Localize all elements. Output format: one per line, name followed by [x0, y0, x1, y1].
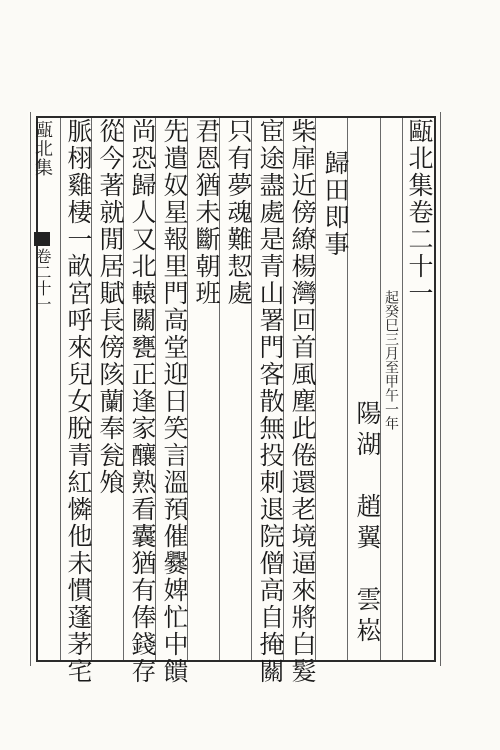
frame-right-line — [434, 116, 436, 662]
text-column: 宦途盡處是青山署門客散無投刺退院僧高自掩關 — [256, 118, 285, 685]
fold-black-mark — [34, 232, 50, 246]
author-column: 陽湖 趙翼 雲崧 — [353, 400, 382, 648]
poem-title-column: 歸田即事 — [321, 150, 350, 258]
text-column: 柴扉近傍繚楊灣回首風塵此倦還老境逼來將白髮 — [288, 118, 317, 685]
text-column: 先遣奴星報里門高堂迎日笑言溫預催爨婢忙中饋 — [160, 118, 189, 685]
frame-right-outer-line — [440, 112, 441, 666]
fold-edge — [30, 112, 58, 666]
volume-title-column: 甌北集卷二十一 — [405, 118, 434, 307]
volume-date-note: 起癸巳三月至甲午一年 — [383, 290, 399, 430]
column-rule — [402, 118, 403, 660]
fold-title: 甌北集 — [32, 120, 53, 177]
text-column: 君恩猶未斷朝班 — [192, 118, 221, 307]
text-column: 從今著就閒居賦長傍陔蘭奉瓮飧 — [96, 118, 125, 496]
column-rule — [60, 118, 61, 660]
fold-volume: 卷二十一 — [33, 248, 52, 312]
text-column: 尚恐歸人又北轅關甕正逢家釀熟看囊猶有俸錢存 — [128, 118, 157, 685]
text-column: 只有夢魂難恝處 — [224, 118, 253, 307]
text-column: 脈栩雞棲一畝宮呼來兒女脫青紅憐他未慣蓬茅宅 — [64, 118, 93, 685]
frame-bottom-line — [36, 660, 436, 662]
